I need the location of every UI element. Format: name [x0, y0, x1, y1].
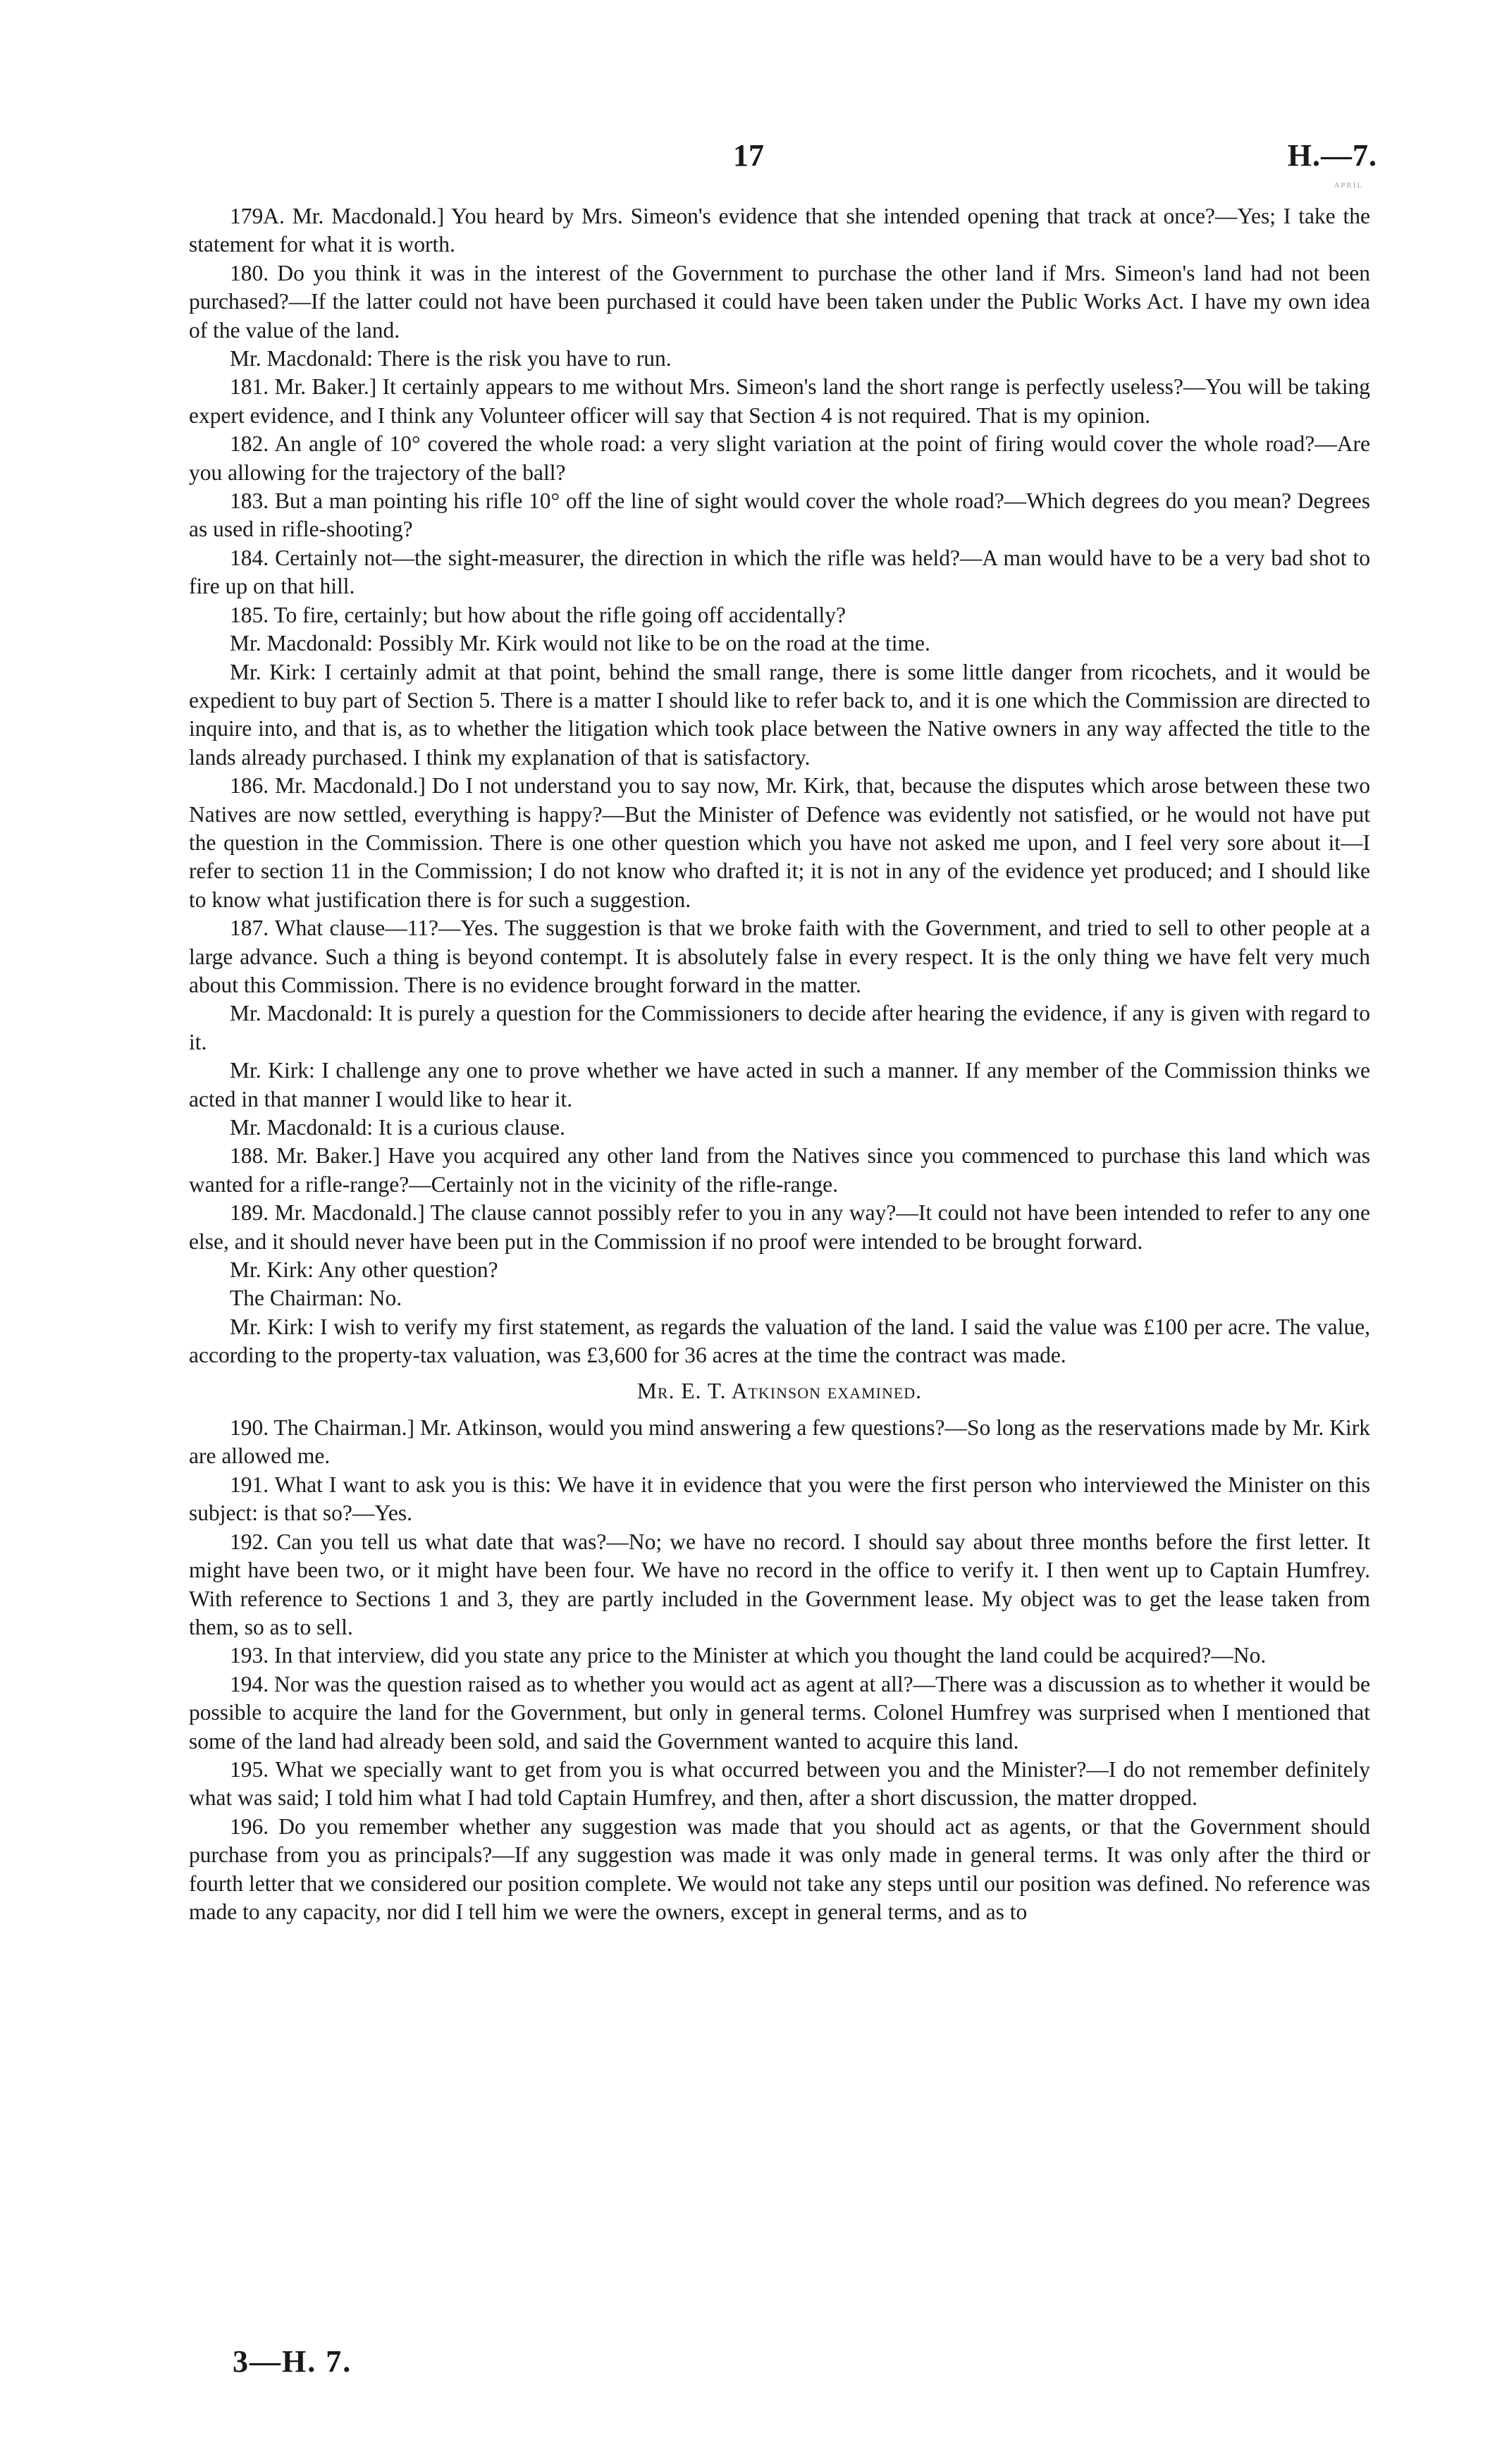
paragraph: Mr. Kirk: I challenge any one to prove whether we have acted in such a manner. If any member of the Commission thinks we acted in that manner I would like to hear it.: [189, 1058, 1370, 1111]
paragraph: Mr. Kirk: Any other question?: [230, 1257, 498, 1283]
paragraph: 196. Do you remember whether any suggestion was made that you should act as agents, or that the Government should purchase from you as principals?—If any suggestion was made it was only made in general terms. It was only after the third or fourth letter that we considered our position complete. We would not take any steps until our position was defined. No reference was made to any capacity, nor did I tell him we were the owners, except in general terms, and as to: [189, 1813, 1370, 1924]
paragraph: 188. Mr. Baker.] Have you acquired any other land from the Natives since you commenced to purchase this land which was wanted for a rifle-range?—Certainly not in the vicinity of the rifle-range.: [189, 1143, 1370, 1197]
paragraph: Mr. Kirk: I certainly admit at that point, behind the small range, there is some little danger from ricochets, and it would be expedient to buy part of Section 5. There is a matter I should like to refer back to, and it is one which the Commission are directed to inquire into, and that is, as to whether the litigation which took place between the Native owners in any way affected the title to the lands already purchased. I think my explanation of that is satisfactory.: [189, 659, 1370, 770]
paragraph: Mr. Macdonald: There is the risk you have to run.: [230, 346, 672, 371]
testimony-part-1: [189, 202, 1370, 1370]
paragraph: 179A. Mr. Macdonald.] You heard by Mrs. Simeon's evidence that she intended opening that track at once?—Yes; I take the statement for what it is worth.: [189, 204, 1370, 257]
paragraph: 182. An angle of 10° covered the whole road: a very slight variation at the point of firing would cover the whole road?—Are you allowing for the trajectory of the ball?: [189, 431, 1370, 485]
paragraph: 190. The Chairman.] Mr. Atkinson, would you mind answering a few questions?—So long as the reservations made by Mr. Kirk are allowed me.: [189, 1415, 1370, 1469]
archive-stamp: ᴬᴾᴿᴵᴸ: [1334, 180, 1363, 194]
testimony-part-2: [189, 1414, 1370, 1926]
paragraph: 195. What we specially want to get from you is what occurred between you and the Minister?—I do not remember definitely what was said; I told him what I had told Captain Humfrey, and then, after a short discussion, the matter dropped.: [189, 1756, 1370, 1811]
paragraph: 194. Nor was the question raised as to whether you would act as agent at all?—There was a discussion as to whether it would be possible to acquire the land for the Government, but only in general terms. Colonel Humfrey was surprised when I mentioned that some of the land had already been sold, and said the Government wanted to acquire this land.: [189, 1671, 1370, 1754]
paragraph: 186. Mr. Macdonald.] Do I not understand you to say now, Mr. Kirk, that, because the disputes which arose between these two Natives are now settled, everything is happy?—But the Minister of Defence was evidently not satisfied, or he would not have put the question in the Commission. There is one other question which you have not asked me upon, and I feel very sore about it—I refer to section 11 in the Commission; I do not know who drafted it; it is not in any of the evidence yet produced; and I should like to know what justification there is for such a suggestion.: [189, 773, 1370, 912]
paragraph: 193. In that interview, did you state any price to the Minister at which you thought the land could be acquired?—No.: [230, 1643, 1267, 1668]
paragraph: Mr. Macdonald: It is a curious clause.: [230, 1115, 565, 1140]
paragraph: 180. Do you think it was in the interest of the Government to purchase the other land if Mrs. Simeon's land had not been purchased?—If the latter could not have been purchased it could have been taken under the Public Works Act. I have my own idea of the value of the land.: [189, 260, 1370, 343]
paragraph: Mr. Kirk: I wish to verify my first statement, as regards the valuation of the land. I said the value was £100 per acre. The value, according to the property-tax valuation, was £3,600 for 36 acres at the time the contract was made.: [189, 1314, 1370, 1368]
document-body: [189, 202, 1370, 1926]
paragraph: 181. Mr. Baker.] It certainly appears to me without Mrs. Simeon's land the short range is perfectly useless?—You will be taking expert evidence, and I think any Volunteer officer will say that Section 4 is not required. That is my opinion.: [189, 374, 1370, 428]
paragraph: 183. But a man pointing his rifle 10° off the line of sight would cover the whole road?—Which degrees do you mean? Degrees as used in rifle-shooting?: [189, 488, 1370, 542]
paragraph: Mr. Macdonald: It is purely a question for the Commissioners to decide after hearing the evidence, if any is given with regard to it.: [189, 1001, 1370, 1054]
paragraph: 189. Mr. Macdonald.] The clause cannot possibly refer to you in any way?—It could not have been intended to refer to any one else, and it should never have been put in the Commission if no proof were intended to be brought forward.: [189, 1200, 1370, 1254]
paragraph: 192. Can you tell us what date that was?—No; we have no record. I should say about three months before the first letter. It might have been two, or it might have been four. We have no record in the office to verify it. I then went up to Captain Humfrey. With reference to Sections 1 and 3, they are partly included in the Government lease. My object was to get the lease taken from them, so as to sell.: [189, 1529, 1370, 1639]
paragraph: 191. What I want to ask you is this: We have it in evidence that you were the first person who interviewed the Minister on this subject: is that so?—Yes.: [189, 1472, 1370, 1526]
section-heading: Mr. E. T. Atkinson examined.: [636, 1378, 923, 1403]
paragraph: 184. Certainly not—the sight-measurer, the direction in which the rifle was held?—A man would have to be a very bad shot to fire up on that hill.: [189, 545, 1370, 599]
paragraph: Mr. Macdonald: Possibly Mr. Kirk would not like to be on the road at the time.: [230, 631, 930, 656]
paragraph: 185. To fire, certainly; but how about the rifle going off accidentally?: [230, 602, 846, 627]
paragraph: The Chairman: No.: [230, 1286, 402, 1311]
paragraph: 187. What clause—11?—Yes. The suggestion is that we broke faith with the Government, and tried to sell to other people at a large advance. Such a thing is beyond contempt. It is absolutely false in every respect. It is the only thing we have felt very much about this Commission. There is no evidence brought forward in the matter.: [189, 916, 1370, 997]
document-code: H.—7.: [1287, 138, 1377, 173]
page-header: [0, 137, 1490, 180]
signature-mark: 3—H. 7.: [233, 2344, 352, 2379]
page-number: 17: [733, 138, 764, 173]
